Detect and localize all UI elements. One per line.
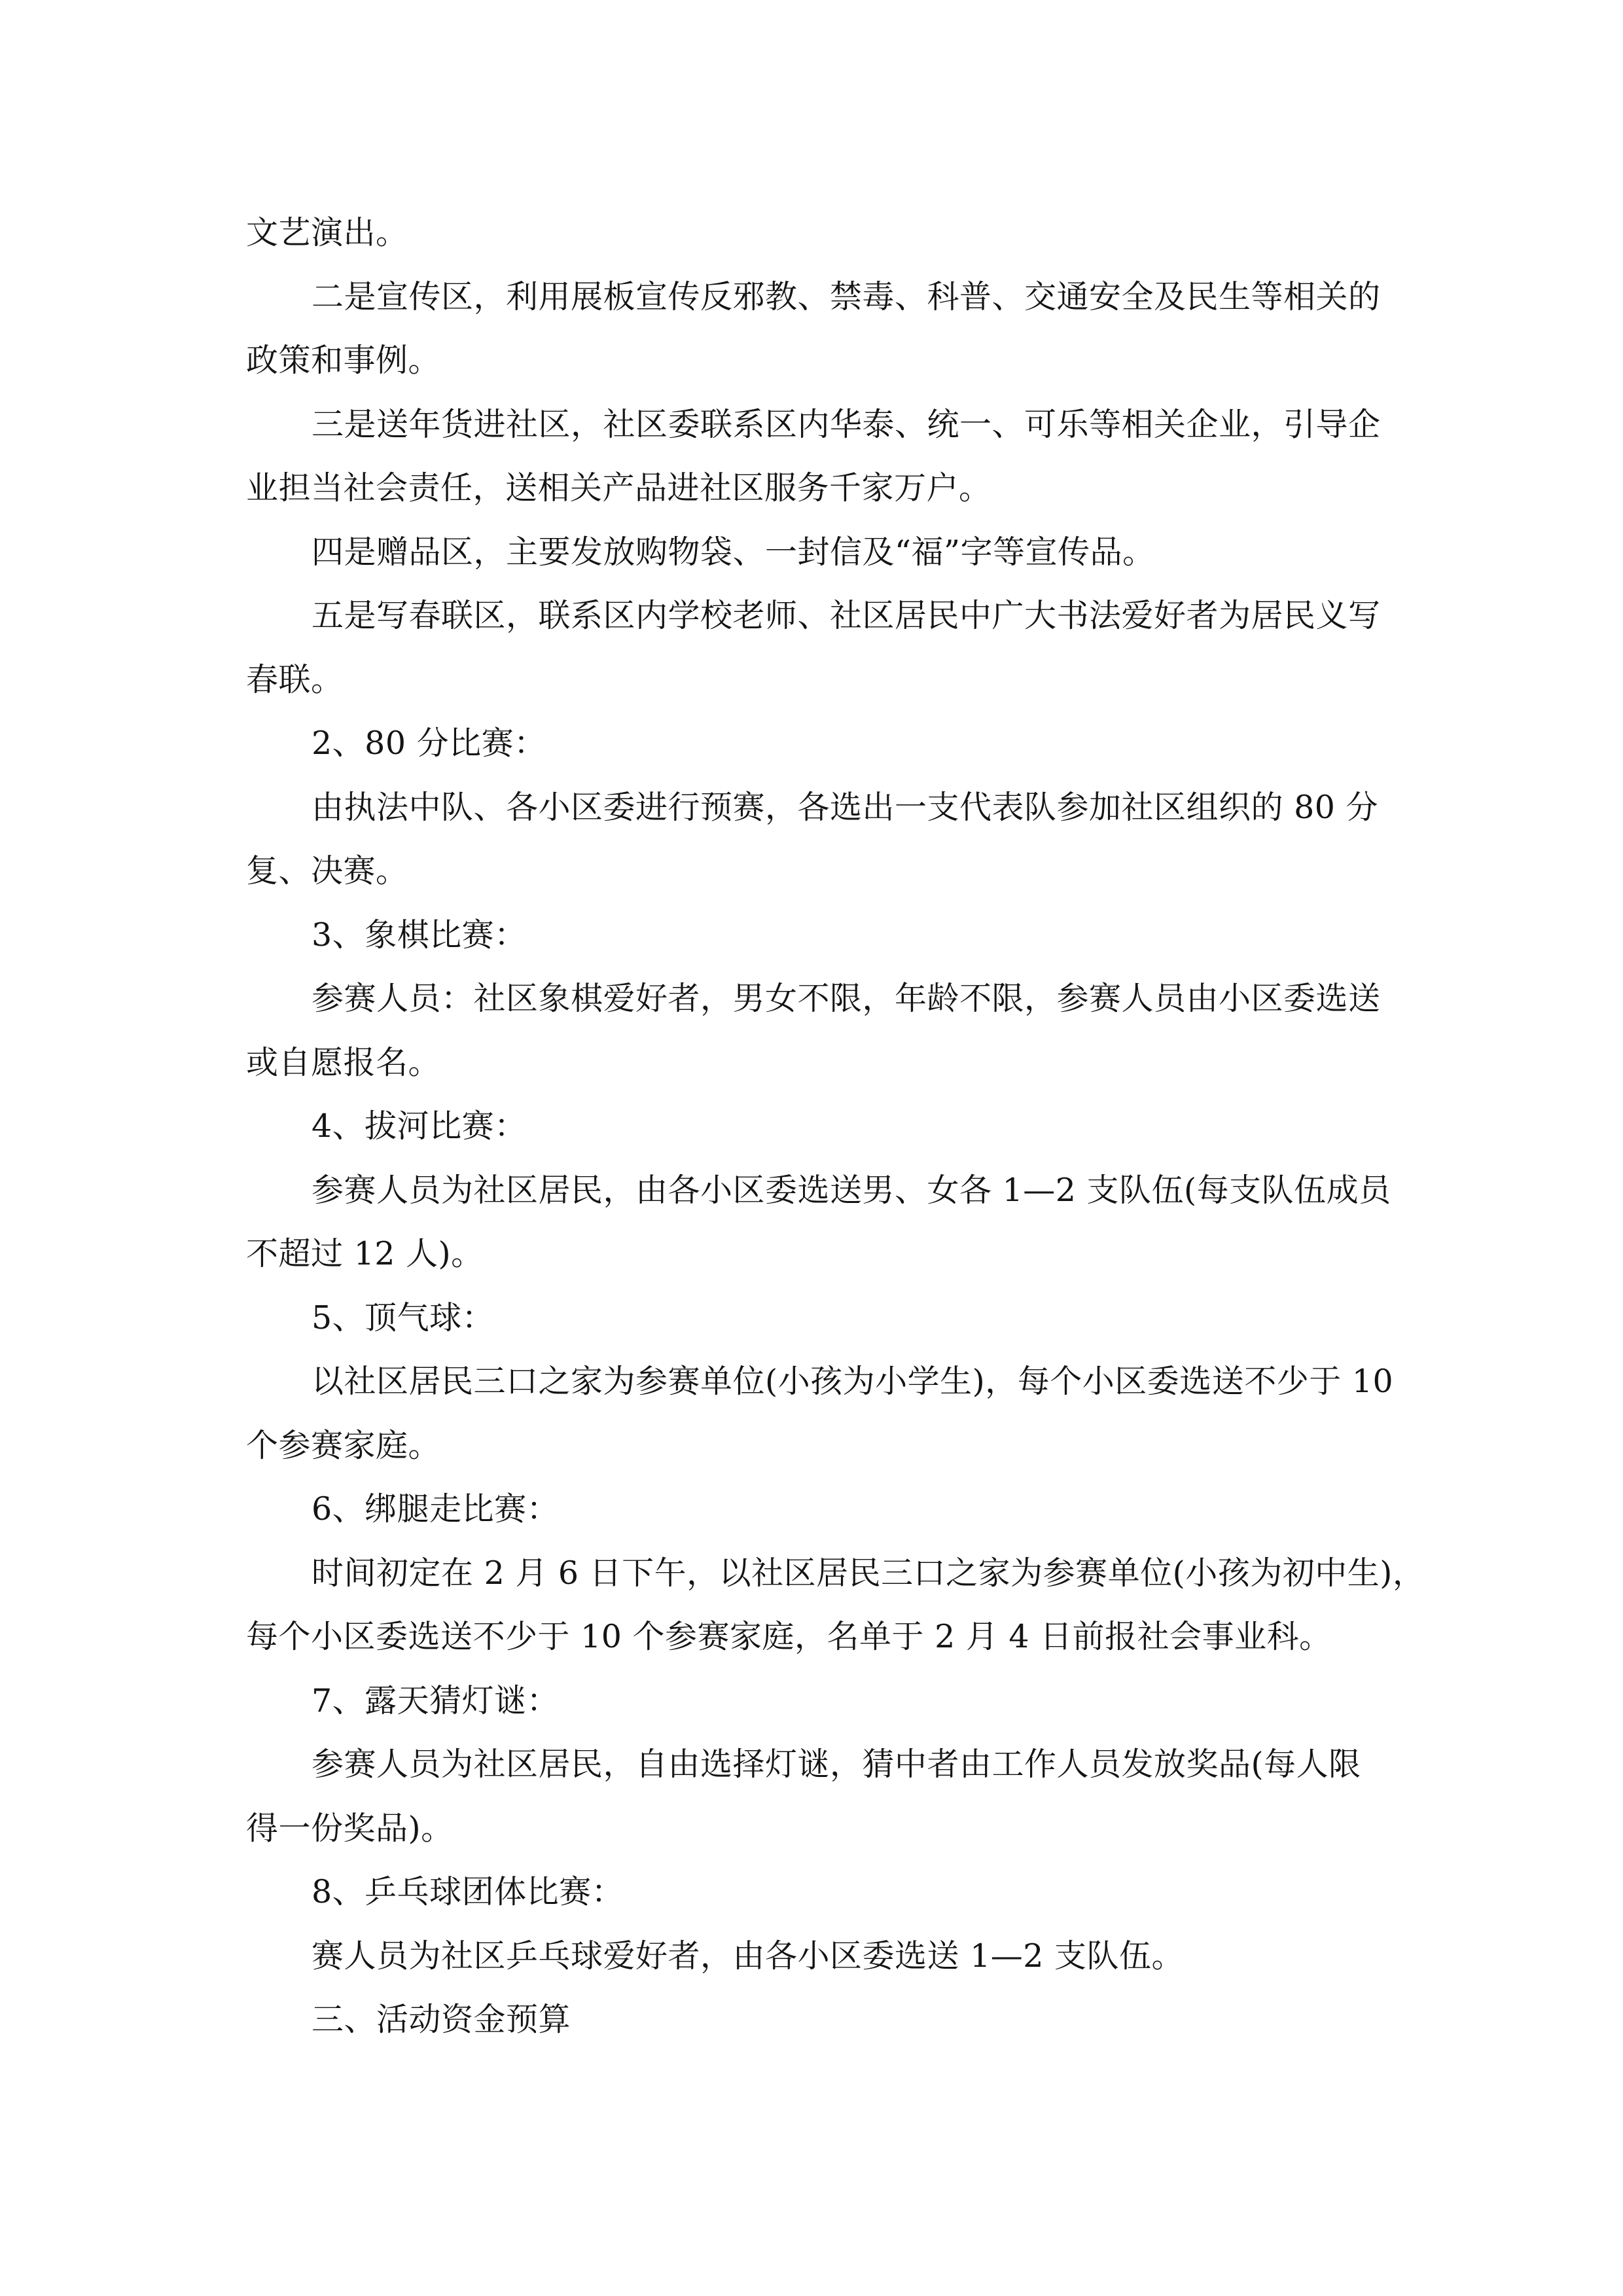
text-line-5: 业担当社会责任，送相关产品进社区服务千家万户。: [246, 469, 991, 507]
text-line-28: 赛人员为社区乒乓球爱好者，由各小区委选送 1—2 支队伍。: [312, 1937, 1185, 1975]
text-line-11: 复、决赛。: [246, 852, 408, 889]
section-heading-balloon: 5、顶气球：: [312, 1299, 495, 1336]
section-heading-80-points: 2、80 分比赛：: [312, 725, 546, 762]
text-line-26: 得一份奖品)。: [246, 1809, 454, 1847]
text-line-20: 个参赛家庭。: [246, 1426, 441, 1464]
section-heading-three-legged: 6、绑腿走比赛：: [312, 1490, 560, 1528]
text-line-3: 政策和事例。: [246, 342, 441, 379]
section-heading-chess: 3、象棋比赛：: [312, 916, 527, 954]
text-line-2: 二是宣传区，利用展板宣传反邪教、禁毒、科普、交通安全及民生等相关的: [312, 278, 1381, 315]
text-line-16: 参赛人员为社区居民，由各小区委选送男、女各 1—2 支队伍(每支队伍成员: [312, 1171, 1391, 1209]
section-heading-table-tennis: 8、乒乓球团体比赛：: [312, 1873, 624, 1910]
document-body: [246, 201, 1425, 2052]
text-line-13: 参赛人员：社区象棋爱好者，男女不限，年龄不限，参赛人员由小区委选送: [312, 980, 1381, 1017]
text-line-10: 由执法中队、各小区委进行预赛，各选出一支代表队参加社区组织的 80 分: [312, 788, 1379, 826]
text-line-22: 时间初定在 2 月 6 日下午，以社区居民三口之家为参赛单位(小孩为初中生)，: [312, 1554, 1425, 1592]
text-line-8: 春联。: [246, 660, 344, 698]
text-line-4: 三是送年货进社区，社区委联系区内华泰、统一、可乐等相关企业，引导企: [312, 405, 1381, 443]
text-line-23: 每个小区委选送不少于 10 个参赛家庭，名单于 2 月 4 日前报社会事业科。: [246, 1618, 1332, 1655]
text-line-17: 不超过 12 人)。: [246, 1235, 484, 1272]
text-line-25: 参赛人员为社区居民，自由选择灯谜，猜中者由工作人员发放奖品(每人限: [312, 1746, 1361, 1783]
text-line-6: 四是赠品区，主要发放购物袋、一封信及“福”字等宣传品。: [312, 533, 1155, 571]
section-heading-lantern-riddles: 7、露天猜灯谜：: [312, 1681, 560, 1719]
text-line-1: 文艺演出。: [246, 214, 408, 251]
text-line-19: 以社区居民三口之家为参赛单位(小孩为小学生)，每个小区委选送不少于 10: [312, 1363, 1394, 1400]
text-line-7: 五是写春联区，联系区内学校老师、社区居民中广大书法爱好者为居民义写: [312, 597, 1381, 634]
section-heading-tug-of-war: 4、拔河比赛：: [312, 1107, 527, 1145]
text-line-14: 或自愿报名。: [246, 1043, 441, 1081]
section-heading-budget: 三、活动资金预算: [312, 2001, 571, 2038]
